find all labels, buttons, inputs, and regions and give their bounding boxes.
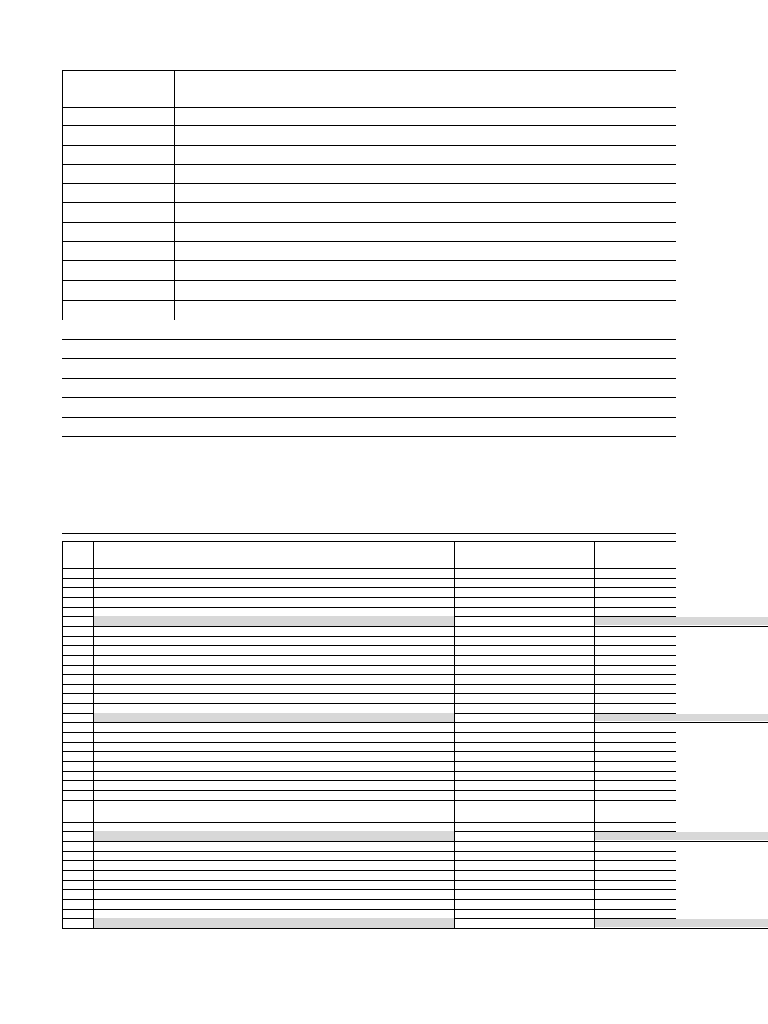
table-row-line [62,684,676,685]
table-row-line [62,607,676,608]
table-row-line [62,860,676,861]
table-row-line [62,761,676,762]
table-row-line [62,655,676,656]
table-row-line [62,722,676,723]
subtotal-shade-right [594,617,768,625]
table-row-line [62,800,676,801]
table-row-line [62,780,676,781]
table-row-line [62,909,676,910]
summary-left-border [62,70,63,320]
subtotal-right-line [594,928,768,929]
subtotal-right-line [594,626,768,627]
summary-row-line [62,202,676,203]
table-row-line [62,597,676,598]
table-row-line [62,645,676,646]
rab-header-line [62,533,676,534]
subtotal-shade [93,831,454,841]
totals-row-line [62,378,676,379]
summary-row-line [62,70,676,71]
totals-row-line [62,339,676,340]
subtotal-shade-right [594,714,768,722]
table-column-line [93,541,94,928]
table-row-line [62,928,676,929]
summary-row-line [62,222,676,223]
table-row-line [62,841,676,842]
summary-row-line [62,260,676,261]
table-row-line [62,587,676,588]
table-top-border [62,541,676,542]
totals-row-line [62,358,676,359]
summary-divider [174,70,175,320]
table-row-line [62,870,676,871]
table-row-line [62,636,676,637]
table-row-line [62,693,676,694]
table-row-line [62,732,676,733]
summary-row-line [62,300,676,301]
subtotal-shade [93,918,454,928]
table-row-line [62,578,676,579]
subtotal-shade [93,616,454,626]
subtotal-shade-right [594,832,768,840]
totals-row-line [62,417,676,418]
table-row-line [62,790,676,791]
summary-row-line [62,125,676,126]
summary-row-line [62,280,676,281]
table-row-line [62,899,676,900]
table-row-line [62,851,676,852]
header-bottom-line [62,568,676,569]
totals-row-line [62,397,676,398]
summary-row-line [62,183,676,184]
table-row-line [62,751,676,752]
summary-row-line [62,107,676,108]
table-row-line [62,626,676,627]
table-row-line [62,889,676,890]
table-row-line [62,665,676,666]
summary-row-line [62,164,676,165]
subtotal-shade-right [594,919,768,927]
table-column-line [454,541,455,928]
table-row-line [62,771,676,772]
table-column-line [594,541,595,928]
subtotal-shade [93,713,454,723]
summary-row-line [62,241,676,242]
table-row-line [62,822,676,823]
table-row-line [62,880,676,881]
table-row-line [62,703,676,704]
table-row-line [62,674,676,675]
table-column-line [62,541,63,928]
subtotal-right-line [594,722,768,723]
summary-row-line [62,145,676,146]
subtotal-right-line [594,841,768,842]
totals-row-line [62,436,676,437]
table-row-line [62,742,676,743]
